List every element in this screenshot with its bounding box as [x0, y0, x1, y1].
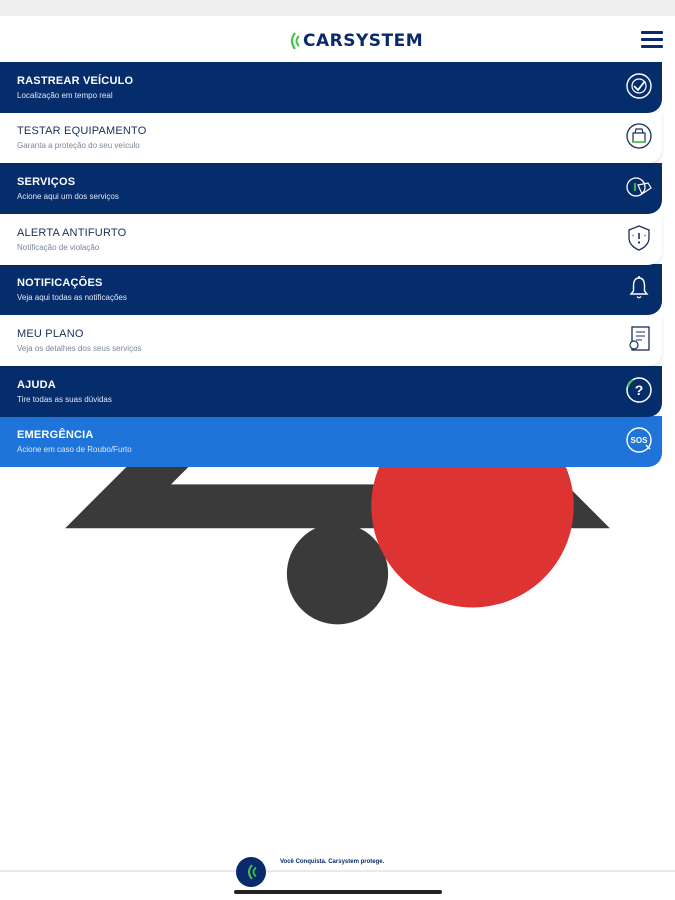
menu-item-title: EMERGÊNCIA: [17, 429, 94, 441]
logo-waves-icon: [286, 30, 300, 52]
menu-item-subtitle: Localização em tempo real: [17, 91, 113, 100]
menu-item-title: ALERTA ANTIFURTO: [17, 227, 127, 239]
footer-tagline: Você Conquista. Carsystem protege.: [280, 859, 385, 865]
menu-item-ajuda[interactable]: [0, 366, 662, 417]
menu-item-emergencia[interactable]: [0, 416, 662, 467]
menu-item-subtitle: Acione em caso de Roubo/Furto: [17, 445, 132, 454]
help-question-icon: [624, 375, 654, 405]
menu-item-title: SERVIÇOS: [17, 176, 76, 188]
radar-check-icon: [624, 71, 654, 101]
menu-item-meu-plano[interactable]: [0, 315, 662, 366]
status-bar: [0, 0, 675, 16]
svg-text:?: ?: [634, 382, 644, 398]
carsystem-logo-icon: [236, 857, 266, 887]
menu-item-subtitle: Garanta a proteção do seu veículo: [17, 141, 140, 150]
svg-text:SOS: SOS: [630, 436, 648, 445]
menu-item-title: MEU PLANO: [17, 328, 84, 340]
menu-item-alerta-antifurto[interactable]: [0, 214, 662, 265]
menu-item-title: AJUDA: [17, 379, 56, 391]
home-indicator[interactable]: [234, 890, 442, 894]
shield-alert-icon: [624, 223, 654, 253]
menu-item-title: NOTIFICAÇÕES: [17, 277, 103, 289]
menu-item-title: RASTREAR VEÍCULO: [17, 75, 134, 87]
bell-icon: [624, 273, 654, 303]
service-tag-icon: [624, 172, 654, 202]
footer-divider: [0, 870, 675, 872]
menu-item-servicos[interactable]: [0, 163, 662, 214]
menu-item-notificacoes[interactable]: [0, 264, 662, 315]
plan-document-icon: [624, 324, 654, 354]
menu-item-subtitle: Tire todas as suas dúvidas: [17, 395, 112, 404]
menu-item-subtitle: Acione aqui um dos serviços: [17, 192, 119, 201]
menu-item-rastrear-veiculo[interactable]: [0, 62, 662, 113]
carsystem-logo: [286, 30, 423, 52]
sos-icon: [624, 425, 654, 455]
menu-item-subtitle: Veja os detalhes dos seus serviços: [17, 344, 142, 353]
app-title: CARSYSTEM: [303, 31, 424, 51]
menu-item-title: TESTAR EQUIPAMENTO: [17, 125, 147, 137]
menu-item-testar-equipamento[interactable]: [0, 112, 662, 163]
menu-item-subtitle: Veja aqui todas as notificações: [17, 293, 127, 302]
menu-item-subtitle: Notificação de violação: [17, 243, 100, 252]
hamburger-menu-icon[interactable]: [641, 31, 663, 49]
equipment-test-icon: [624, 121, 654, 151]
